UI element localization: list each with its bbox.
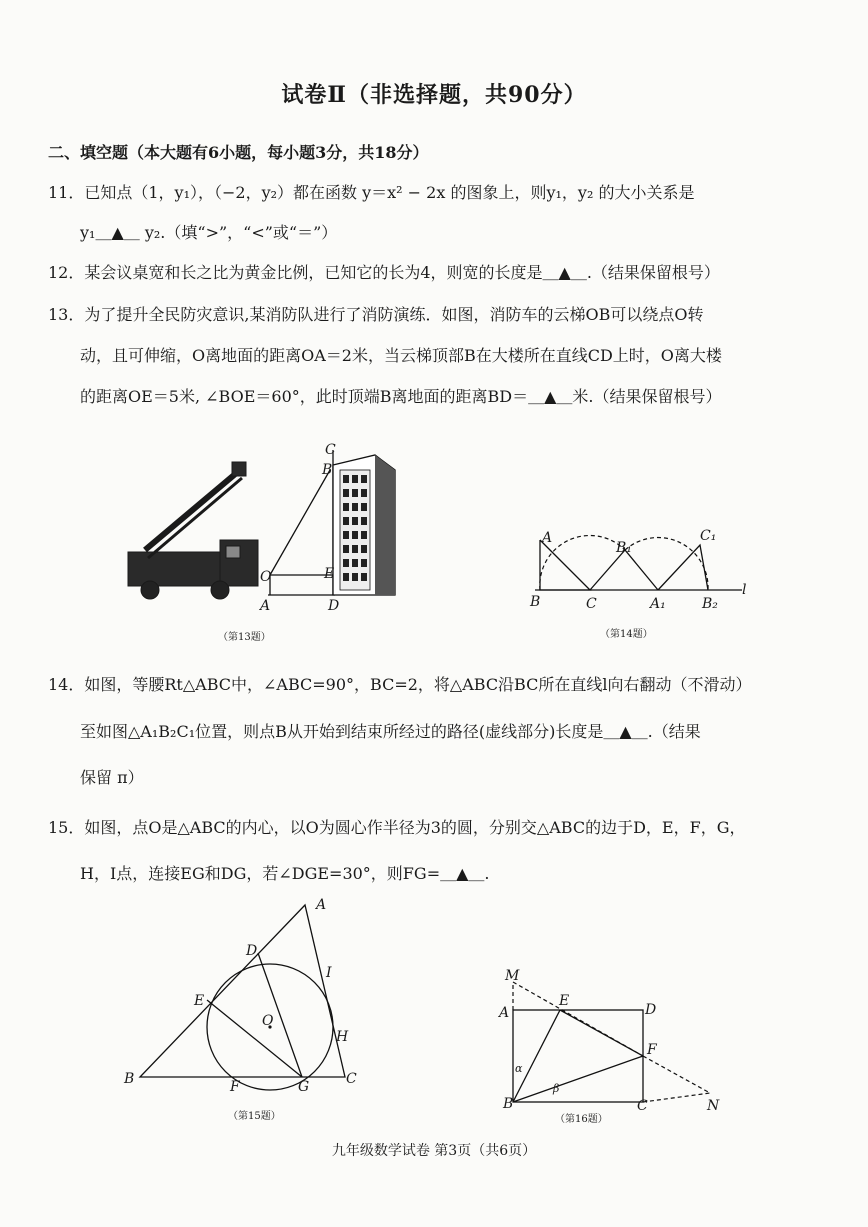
- building-window: [352, 545, 358, 553]
- fig15-label-e: E: [194, 993, 205, 1009]
- fig13-label-d: D: [328, 598, 340, 614]
- building-window: [352, 503, 358, 511]
- building-window: [352, 489, 358, 497]
- fig15-label-g: G: [298, 1079, 310, 1095]
- section-heading: 二、填空题（本大题有6小题，每小题3分，共18分）: [48, 143, 429, 162]
- q15-line2: H，I点，连接EG和DG，若∠DGE=30°，则FG=＿▲＿.: [80, 864, 490, 883]
- fig15-label-f: F: [230, 1079, 240, 1095]
- building-window: [343, 531, 349, 539]
- fig16-label-m: M: [505, 968, 520, 984]
- building-window: [343, 573, 349, 581]
- fig15-label-o: O: [262, 1013, 274, 1029]
- q15-line1: 15．如图，点O是△ABC的内心，以O为圆心作半径为3的圆，分别交△ABC的边于D，E，F，G，: [48, 818, 746, 837]
- figure-14: [530, 520, 760, 650]
- fig13-label-c: C: [325, 442, 336, 458]
- page-footer: 九年级数学试卷 第3页（共6页）: [331, 1143, 537, 1159]
- fire-truck-illustration: [128, 462, 258, 599]
- building-window: [352, 475, 358, 483]
- building-window: [361, 559, 367, 567]
- fig15-label-a: A: [316, 897, 327, 913]
- fig15-label-h: H: [336, 1029, 349, 1045]
- building-window: [343, 517, 349, 525]
- fig13-label-e: E: [324, 566, 335, 582]
- building-window: [361, 545, 367, 553]
- building-window: [343, 475, 349, 483]
- q12-line1: 12．某会议桌宽和长之比为黄金比例，已知它的长为4，则宽的长度是＿▲＿.（结果保留根号）: [48, 263, 720, 282]
- fig16-label-beta: β: [553, 1082, 560, 1095]
- q14-line2: 至如图△A₁B₂C₁位置，则点B从开始到结束所经过的路径(虚线部分)长度是＿▲＿.（结果: [80, 722, 701, 741]
- fig13-caption: （第13题）: [218, 632, 271, 643]
- q14-line3: 保留 π）: [80, 768, 144, 787]
- fig14-label-c: C: [586, 596, 597, 612]
- building-window: [343, 489, 349, 497]
- q11-line2: y₁＿▲＿ y₂.（填“>”，“<”或“＝”）: [80, 223, 338, 242]
- building-window: [361, 573, 367, 581]
- fig14-label-b: B: [530, 594, 541, 610]
- building-window: [361, 531, 367, 539]
- figure-13: [120, 440, 410, 650]
- q13-line3: 的距离OE＝5米, ∠BOE＝60°，此时顶端B离地面的距离BD＝＿▲＿米.（结果保留根号）: [80, 387, 722, 406]
- fig14-label-c1: C₁: [700, 528, 717, 544]
- building-window: [361, 475, 367, 483]
- building-window: [352, 517, 358, 525]
- fig13-label-b: B: [322, 462, 333, 478]
- fig13-label-o: O: [260, 569, 272, 585]
- building-window: [352, 559, 358, 567]
- building-window: [361, 517, 367, 525]
- building-window: [361, 503, 367, 511]
- fig16-caption: （第16题）: [555, 1114, 608, 1125]
- figure-15: [120, 895, 370, 1125]
- fig14-label-a1: A₁: [650, 596, 666, 612]
- fig14-label-l: l: [742, 582, 747, 598]
- q11-line1: 11．已知点（1，y₁），（−2，y₂）都在函数 y＝x² − 2x 的图象上，则y₁，y₂ 的大小关系是: [48, 183, 695, 202]
- q14-line1: 14．如图，等腰Rt△ABC中，∠ABC=90°，BC=2，将△ABC沿BC所在直线l向右翻动（不滑动）: [48, 675, 752, 694]
- fig16-label-e: E: [559, 993, 570, 1009]
- fig16-label-f: F: [647, 1042, 657, 1058]
- q13-line1: 13．为了提升全民防灾意识,某消防队进行了消防演练．如图，消防车的云梯OB可以绕点O转: [48, 305, 704, 324]
- building-window: [343, 503, 349, 511]
- fig15-label-i: I: [326, 965, 332, 981]
- building-window: [343, 545, 349, 553]
- fig15-caption: （第15题）: [228, 1111, 281, 1122]
- fig14-label-a: A: [542, 530, 553, 546]
- fig15-label-d: D: [246, 943, 258, 959]
- fig14-caption: （第14题）: [600, 629, 653, 640]
- page-title: 试卷Ⅱ（非选择题，共90分）: [281, 82, 587, 108]
- fig13-label-a: A: [260, 598, 271, 614]
- building-window: [352, 573, 358, 581]
- figure-16: [495, 960, 735, 1130]
- fig16-label-n: N: [707, 1098, 720, 1114]
- fig14-label-b2: B₂: [702, 596, 718, 612]
- fig16-label-d: D: [645, 1002, 657, 1018]
- fig15-label-c: C: [346, 1071, 357, 1087]
- building-window: [343, 559, 349, 567]
- fig16-label-a: A: [499, 1005, 510, 1021]
- q13-line2: 动，且可伸缩，O离地面的距离OA＝2米，当云梯顶部B在大楼所在直线CD上时，O离大楼: [80, 346, 722, 365]
- fig15-label-b: B: [124, 1071, 135, 1087]
- fig16-label-alpha: α: [515, 1062, 523, 1075]
- building-window: [361, 489, 367, 497]
- fig16-label-b: B: [503, 1096, 514, 1112]
- fig16-label-c: C: [637, 1098, 648, 1114]
- building-window: [352, 531, 358, 539]
- fig14-label-b1: B₁: [616, 540, 632, 556]
